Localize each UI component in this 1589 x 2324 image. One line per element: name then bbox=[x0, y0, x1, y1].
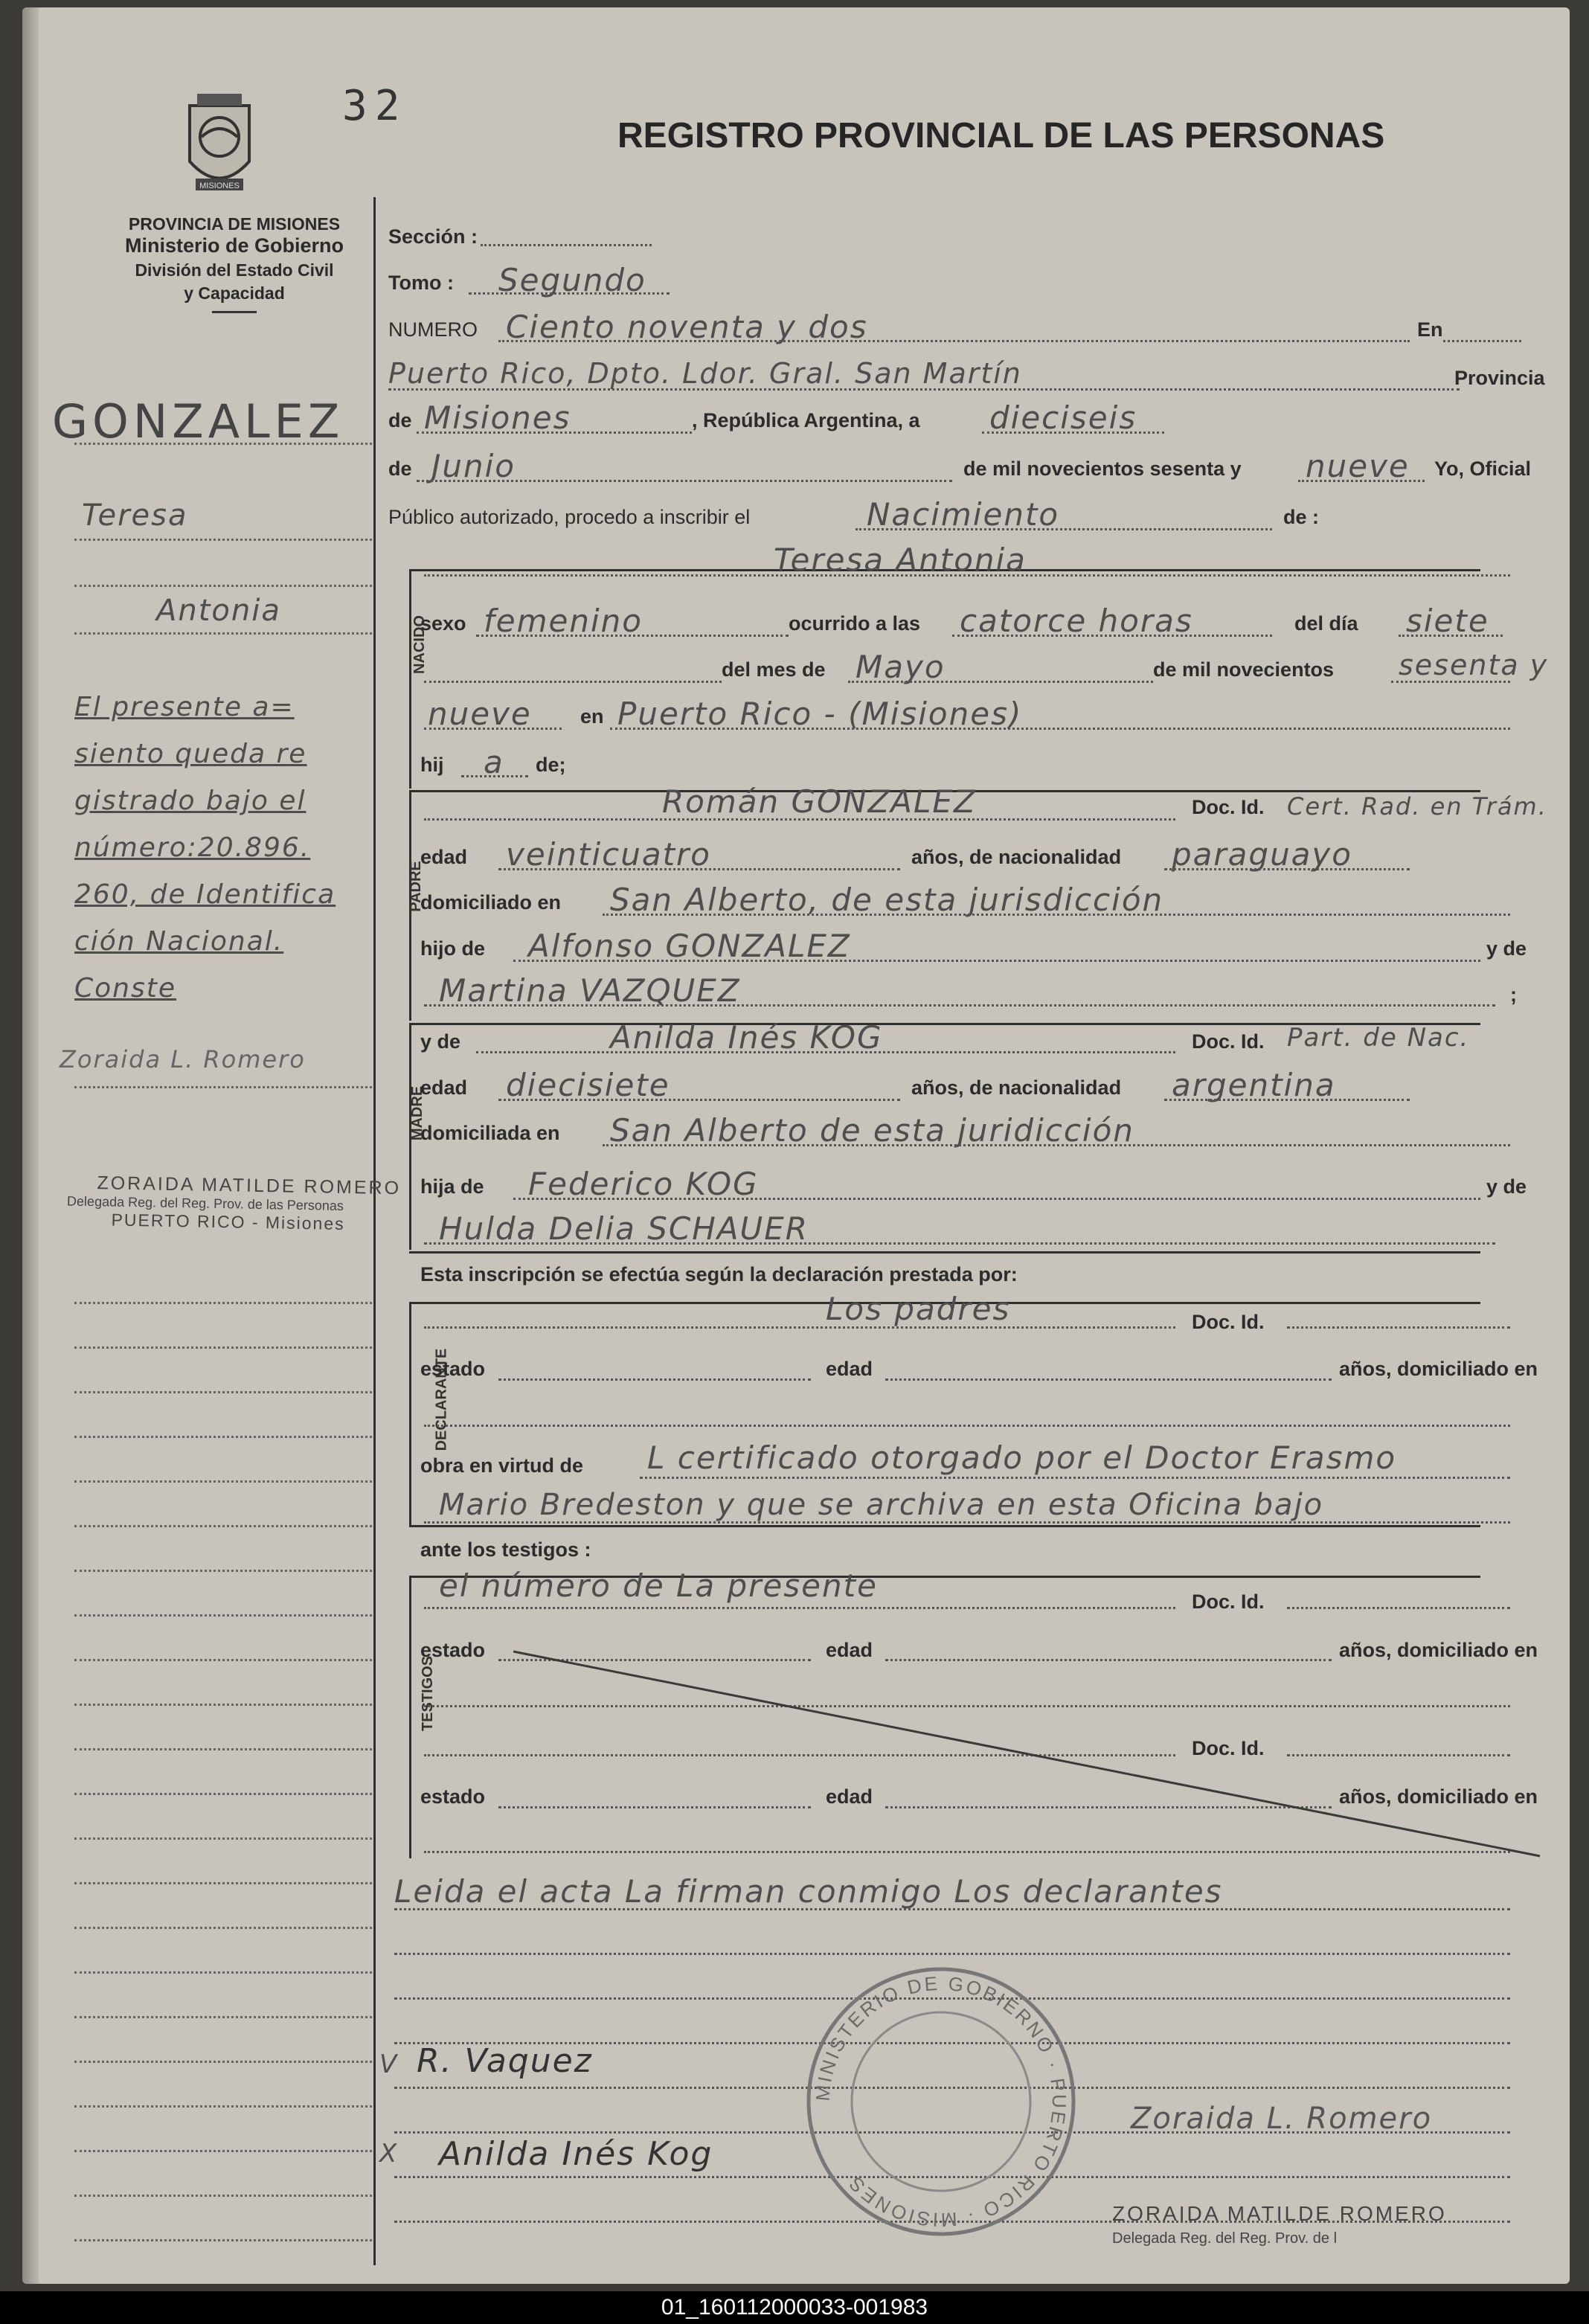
label-edad-madre: edad bbox=[420, 1076, 468, 1099]
margin-note-line: ción Nacional. bbox=[74, 926, 284, 957]
value-padre: Román GONZALEZ bbox=[662, 783, 977, 820]
label-de-2: de bbox=[388, 458, 412, 480]
value-padre-nac: paraguayo bbox=[1172, 836, 1352, 873]
label-numero: NUMERO bbox=[388, 318, 478, 341]
label-edad-padre: edad bbox=[420, 846, 468, 868]
label-doc-id-madre: Doc. Id. bbox=[1192, 1030, 1265, 1053]
value-madre-doc: Part. de Nac. bbox=[1287, 1023, 1470, 1053]
issuer-line-2: Ministerio de Gobierno bbox=[124, 234, 344, 257]
issuer-line-3: División del Estado Civil bbox=[135, 260, 334, 280]
label-doc-id-declarante: Doc. Id. bbox=[1192, 1311, 1265, 1333]
label-hij: hij bbox=[420, 754, 444, 776]
margin-stamp-name: ZORAIDA MATILDE ROMERO bbox=[97, 1172, 402, 1199]
value-obra-1: L certificado otorgado por el Doctor Erasmo bbox=[647, 1439, 1397, 1476]
bottom-stamp-name: ZORAIDA MATILDE ROMERO bbox=[1112, 2202, 1447, 2225]
label-doc-id-padre: Doc. Id. bbox=[1192, 796, 1265, 818]
section-label-declarante: DECLARANTE bbox=[433, 1348, 450, 1451]
label-anos-nac-padre: años, de nacionalidad bbox=[911, 846, 1122, 868]
svg-text:MINISTERIO DE GOBIERNO · PUERT: MINISTERIO DE GOBIERNO · PUERTO RICO · MISIONES bbox=[811, 1971, 1071, 2232]
value-lugar: Puerto Rico, Dpto. Ldor. Gral. San Martín bbox=[388, 357, 1022, 390]
label-estado-declarante: estado bbox=[420, 1358, 486, 1380]
image-id-footer: 01_160112000033-001983 bbox=[0, 2291, 1589, 2324]
label-inscripcion: Esta inscripción se efectúa según la declaración prestada por: bbox=[420, 1263, 1018, 1285]
value-anio-nac-1: sesenta y bbox=[1399, 649, 1549, 681]
label-de-mil: de mil novecientos bbox=[1153, 658, 1335, 681]
value-padre-dom: San Alberto, de esta jurisdicción bbox=[610, 882, 1164, 918]
margin-note-line: 260, de Identifica bbox=[74, 879, 336, 910]
label-estado-testigo-2: estado bbox=[420, 1785, 486, 1808]
document-page bbox=[22, 7, 1570, 2284]
label-anos-dom-testigo-1: años, domiciliado en bbox=[1339, 1639, 1538, 1661]
value-mes-nac: Mayo bbox=[856, 649, 946, 685]
label-anos-dom-testigo-2: años, domiciliado en bbox=[1339, 1785, 1538, 1808]
label-domiciliado-padre: domiciliado en bbox=[420, 891, 562, 914]
margin-stamp-role: Delegada Reg. del Reg. Prov. de las Personas bbox=[66, 1193, 344, 1213]
label-de-semi: de; bbox=[536, 754, 566, 776]
signature-1: R. Vaquez bbox=[417, 2042, 593, 2080]
value-mes: Junio bbox=[431, 448, 516, 484]
signature-2: Anilda Inés Kog bbox=[439, 2135, 713, 2173]
margin-name-2: Antonia bbox=[156, 594, 281, 628]
label-hija-de: hija de bbox=[420, 1175, 484, 1198]
value-horas: catorce horas bbox=[960, 603, 1193, 639]
label-y-de-padre: y de bbox=[1486, 937, 1527, 960]
label-y-de-madre: y de bbox=[420, 1030, 461, 1053]
margin-note-line: Conste bbox=[74, 973, 176, 1004]
label-provincia: Provincia bbox=[1454, 367, 1545, 389]
section-label-testigos: TESTIGOS bbox=[420, 1655, 437, 1732]
margin-note-line: gistrado bajo el bbox=[74, 786, 306, 816]
margin-stamp bbox=[66, 1172, 454, 1236]
label-publico: Público autorizado, procedo a inscribir el bbox=[388, 506, 751, 528]
label-edad-testigo-2: edad bbox=[826, 1785, 873, 1808]
label-de-colon: de : bbox=[1283, 506, 1320, 528]
label-republica: , República Argentina, a bbox=[692, 409, 920, 431]
label-ante: ante los testigos : bbox=[420, 1538, 591, 1561]
value-padre-hijo-de: Alfonso GONZALEZ bbox=[528, 928, 851, 964]
section-testigos-divider bbox=[409, 1525, 1480, 1527]
label-tomo: Tomo : bbox=[388, 272, 454, 294]
margin-name-1: Teresa bbox=[82, 498, 188, 533]
page-number: 32 bbox=[342, 82, 408, 130]
value-sexo: femenino bbox=[484, 603, 643, 639]
label-semicolon: ; bbox=[1510, 983, 1517, 1006]
label-de: de bbox=[388, 409, 412, 431]
label-edad-declarante: edad bbox=[826, 1358, 873, 1380]
margin-surname: GONZALEZ bbox=[52, 394, 344, 449]
issuer-line-1: PROVINCIA DE MISIONES bbox=[128, 214, 341, 234]
value-madre-nac: argentina bbox=[1172, 1067, 1336, 1103]
label-en: En bbox=[1417, 318, 1443, 341]
label-y-de-madre-2: y de bbox=[1486, 1175, 1527, 1198]
bottom-stamp bbox=[1112, 2202, 1447, 2247]
value-testigo-1: el número de La presente bbox=[439, 1567, 878, 1604]
label-doc-id-testigo-1: Doc. Id. bbox=[1192, 1590, 1265, 1613]
value-anio: nueve bbox=[1306, 448, 1410, 484]
value-madre-hija-de: Federico KOG bbox=[528, 1166, 759, 1202]
label-de-mil-sesenta: de mil novecientos sesenta y bbox=[963, 458, 1242, 480]
value-anio-nac-2: nueve bbox=[428, 696, 532, 732]
margin-stamp-place: PUERTO RICO - Misiones bbox=[111, 1210, 345, 1233]
label-yo-oficial: Yo, Oficial bbox=[1434, 458, 1532, 480]
cancel-stroke bbox=[513, 1644, 1555, 1867]
label-domiciliada: domiciliada en bbox=[420, 1122, 560, 1144]
value-hij: a bbox=[484, 744, 504, 780]
label-doc-id-testigo-2: Doc. Id. bbox=[1192, 1737, 1265, 1759]
issuer-line-4: y Capacidad bbox=[184, 283, 285, 303]
value-nombre: Teresa Antonia bbox=[774, 542, 1027, 578]
value-madre: Anilda Inés KOG bbox=[610, 1019, 883, 1056]
value-madre-madre: Hulda Delia SCHAUER bbox=[439, 1210, 809, 1247]
signature-2-prefix: X bbox=[379, 2139, 399, 2169]
label-anos-nac-madre: años, de nacionalidad bbox=[911, 1076, 1122, 1099]
value-provincia: Misiones bbox=[424, 399, 571, 436]
section-label-madre: MADRE bbox=[409, 1085, 426, 1141]
value-dia-nac: siete bbox=[1406, 603, 1489, 639]
label-edad-testigo-1: edad bbox=[826, 1639, 873, 1661]
margin-note-line: número:20.896. bbox=[74, 832, 311, 863]
margin-note-line: El presente a= bbox=[74, 692, 295, 722]
issuer-header bbox=[78, 214, 391, 313]
round-seal bbox=[803, 1964, 1079, 2239]
label-seccion: Sección : bbox=[388, 225, 478, 248]
label-estado-testigo-1: estado bbox=[420, 1639, 486, 1661]
value-lugar-nac: Puerto Rico - (Misiones) bbox=[617, 696, 1023, 732]
margin-signature: Zoraida L. Romero bbox=[60, 1045, 306, 1073]
label-del-dia: del día bbox=[1294, 612, 1358, 635]
section-label-padre: PADRE bbox=[407, 861, 424, 912]
bottom-stamp-role: Delegada Reg. del Reg. Prov. de l bbox=[1112, 2230, 1338, 2247]
label-en-low: en bbox=[580, 705, 604, 728]
value-dia: dieciseis bbox=[989, 399, 1137, 436]
section-inscripcion-top bbox=[409, 1251, 1480, 1254]
document-title: REGISTRO PROVINCIAL DE LAS PERSONAS bbox=[617, 116, 1385, 155]
value-acto: Nacimiento bbox=[867, 496, 1060, 533]
label-anos-dom-declarante: años, domiciliado en bbox=[1339, 1358, 1538, 1380]
value-numero: Ciento noventa y dos bbox=[506, 309, 868, 345]
section-label-nacido: NACIDO bbox=[411, 615, 428, 674]
margin-note bbox=[74, 692, 387, 1020]
value-madre-dom: San Alberto de esta juridicción bbox=[610, 1112, 1134, 1149]
value-leida: Leida el acta La firman conmigo Los declarantes bbox=[394, 1873, 1223, 1910]
label-obra: obra en virtud de bbox=[420, 1454, 584, 1477]
province-crest-icon bbox=[175, 91, 264, 202]
margin-note-line: siento queda re bbox=[74, 739, 307, 769]
value-madre-edad: diecisiete bbox=[506, 1067, 670, 1103]
value-padre-doc: Cert. Rad. en Trám. bbox=[1287, 792, 1547, 821]
label-del-mes: del mes de bbox=[722, 658, 826, 681]
label-ocurrido: ocurrido a las bbox=[789, 612, 921, 635]
signature-1-prefix: V bbox=[379, 2049, 399, 2079]
label-sexo: sexo bbox=[420, 612, 466, 635]
svg-text:MISIONES: MISIONES bbox=[199, 182, 240, 190]
value-declarante: Los padres bbox=[826, 1291, 1011, 1327]
value-obra-2: Mario Bredeston y que se archiva en esta Oficina bajo bbox=[439, 1488, 1324, 1522]
value-padre-edad: veinticuatro bbox=[506, 836, 711, 873]
officer-signature: Zoraida L. Romero bbox=[1131, 2102, 1433, 2136]
value-tomo: Segundo bbox=[498, 262, 646, 298]
value-padre-madre: Martina VAZQUEZ bbox=[439, 972, 741, 1009]
label-hijo-de: hijo de bbox=[420, 937, 485, 960]
